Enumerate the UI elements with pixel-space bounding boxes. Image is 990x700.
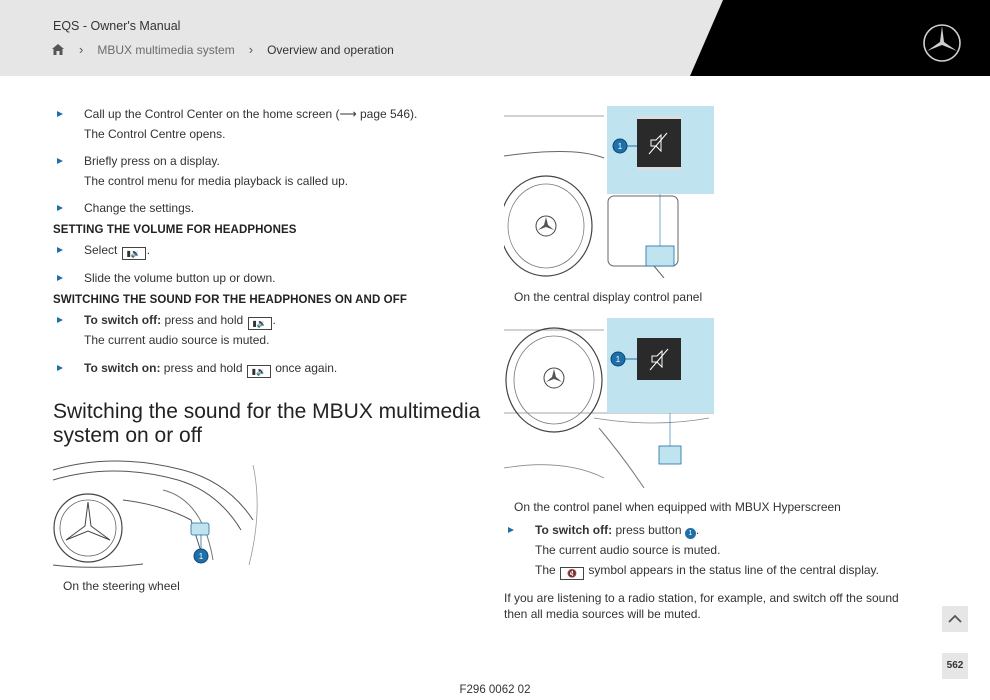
step-label: To switch off:: [84, 313, 162, 327]
result-prefix: The: [535, 563, 556, 577]
section-heading: SETTING THE VOLUME FOR HEADPHONES: [53, 224, 297, 236]
central-display-illustration: [504, 106, 714, 278]
speaker-volume-icon: ▮🔉: [122, 247, 146, 260]
step-bullet: [57, 158, 63, 164]
step-label: To switch on:: [84, 361, 161, 375]
step-result: The control menu for media playback is called up.: [84, 174, 349, 188]
step-bullet: [57, 317, 63, 323]
step-bullet: [57, 365, 63, 371]
step-bullet: [57, 111, 63, 117]
hyperscreen-illustration: [504, 318, 714, 488]
step-suffix: .: [272, 313, 276, 327]
step-bullet: [57, 275, 63, 281]
chevron-right-icon: ›: [248, 42, 254, 57]
step-instruction: press button: [615, 523, 682, 537]
figure-caption: On the control panel when equipped with MBUX Hyperscreen: [514, 500, 841, 514]
chevron-up-icon: [942, 606, 968, 632]
home-icon[interactable]: [51, 43, 65, 56]
step-label: To switch off:: [535, 523, 613, 537]
callout-number: 1: [615, 355, 621, 364]
breadcrumb-item-mbux[interactable]: MBUX multimedia system: [97, 42, 235, 57]
note-paragraph: If you are listening to a radio station, for example, and switch off the sound then all media sources will be muted.: [504, 591, 899, 621]
step-text: Slide the volume button up or down.: [84, 271, 276, 285]
step-prefix: Select: [84, 243, 118, 257]
callout-number-badge: 1: [685, 528, 696, 539]
page-number: 562: [942, 653, 968, 679]
step-suffix: .: [146, 243, 151, 257]
step-result: The current audio source is muted.: [84, 333, 270, 347]
document-title: EQS - Owner's Manual: [53, 19, 181, 33]
figure-caption: On the central display control panel: [514, 290, 703, 304]
step-suffix: .: [695, 523, 700, 537]
figure-caption: On the steering wheel: [63, 579, 180, 593]
step-result: The Control Centre opens.: [84, 127, 226, 141]
step-bullet: [57, 247, 63, 253]
figure-code: F296 0062 02: [459, 684, 531, 696]
step-result: The current audio source is muted.: [535, 543, 721, 557]
step-text: Change the settings.: [84, 201, 195, 215]
step-text: [84, 361, 337, 378]
speaker-volume-icon: ▮🔉: [247, 365, 271, 378]
step-suffix: once again.: [275, 361, 338, 375]
result-suffix: symbol appears in the status line of the central display.: [588, 563, 879, 577]
step-instruction: press and hold: [163, 361, 243, 375]
chevron-right-icon: ›: [79, 42, 84, 57]
mute-icon: 🔇: [560, 567, 584, 580]
step-text: [84, 313, 276, 330]
step-text: Call up the Control Center on the home screen (⟶ page 546).: [84, 107, 418, 121]
speaker-volume-icon: ▮🔉: [248, 317, 272, 330]
breadcrumb-item-current: Overview and operation: [267, 42, 394, 57]
page-header: [0, 0, 990, 76]
scroll-to-top-button[interactable]: [942, 606, 968, 632]
step-text: Briefly press on a display.: [84, 154, 220, 168]
breadcrumb: [51, 42, 394, 57]
steering-wheel-illustration: [53, 460, 263, 570]
step-bullet: [508, 527, 514, 533]
step-text: [535, 523, 699, 539]
mercedes-star-logo: [922, 23, 962, 63]
step-text: [84, 243, 150, 260]
callout-number: 1: [198, 552, 204, 561]
step-result: [535, 563, 879, 580]
step-bullet: [57, 205, 63, 211]
callout-number: 1: [617, 142, 623, 151]
section-heading: SWITCHING THE SOUND FOR THE HEADPHONES ON AND OFF: [53, 294, 407, 306]
step-instruction: press and hold: [164, 313, 244, 327]
section-title: Switching the sound for the MBUX multimedia system on or off: [53, 400, 481, 447]
